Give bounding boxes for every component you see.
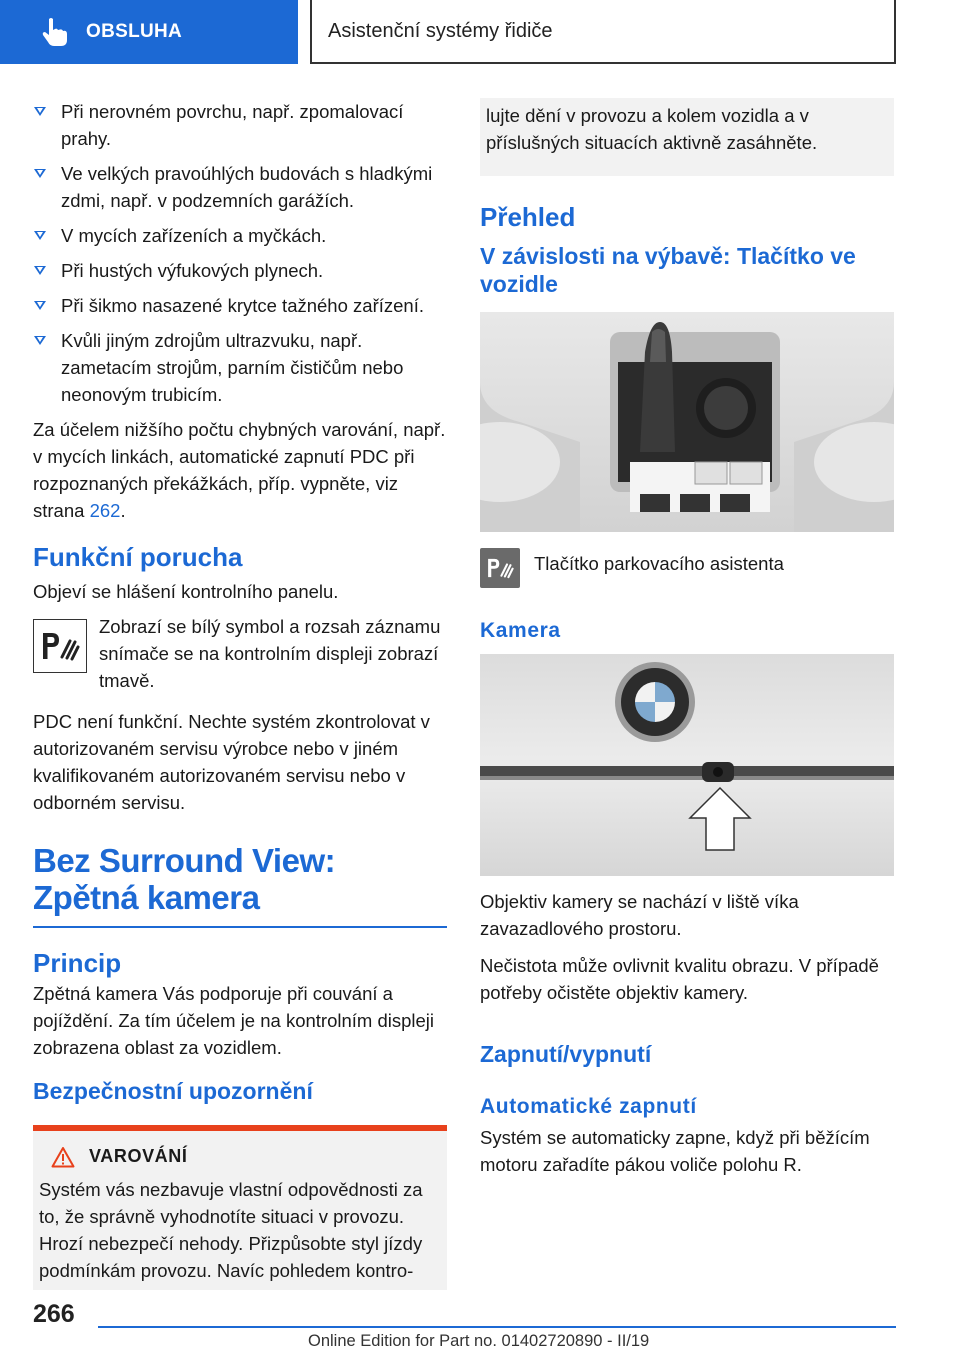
list-item: Při šikmo nasazené krytce tažného zařízení. [33, 292, 447, 319]
camera-para-1: Objektiv kamery se nachází v liště víka zavazadlového prostoru. [480, 891, 799, 939]
pdc-note: Za účelem nižšího počtu chybných varování, např. v mycích linkách, automatické zapnutí PDC při rozpoznaných překážkách, příp. vypněte, viz strana 262. [33, 419, 446, 521]
section-label: OBSLUHA [86, 21, 183, 42]
edition-text: Online Edition for Part no. 01402720890 - II/19 [308, 1332, 650, 1350]
footer-divider [98, 1326, 896, 1328]
button-caption-row [480, 548, 894, 588]
heading-overview: Přehled [480, 202, 576, 232]
hand-pointer-icon [40, 17, 68, 47]
heading-camera: Kamera [480, 619, 561, 642]
limitations-list [33, 98, 447, 408]
warning-header: VAROVÁNÍ [51, 1143, 439, 1170]
chapter-title: Asistenční systémy řidiče [328, 19, 553, 42]
triangle-bullet-icon [34, 301, 46, 310]
right-column [480, 98, 894, 1188]
warning-continuation: lujte dění v provozu a kolem vozidla a v příslušných situacích aktivně zasáhněte. [480, 98, 894, 176]
fault-symbol-row [33, 613, 447, 694]
left-column [33, 98, 447, 1290]
heading-equipment: V závislosti na výbavě: Tlačítko ve vozidle [480, 243, 856, 297]
fault-intro: Objeví se hlášení kontrolního panelu. [33, 581, 339, 602]
camera-location-photo [480, 654, 894, 876]
list-item: Kvůli jiným zdrojům ultrazvuku, např. zametacím strojům, parním čističům nebo neonovým trubicím. [33, 327, 447, 408]
auto-para: Systém se automaticky zapne, když při běžícím motoru zařadíte pákou voliče polohu R. [480, 1127, 870, 1175]
triangle-bullet-icon [34, 336, 46, 345]
warning-triangle-icon [51, 1146, 75, 1168]
center-console-photo [480, 312, 894, 532]
heading-on-off: Zapnutí/vypnutí [480, 1041, 652, 1067]
heading-rear-camera: Bez Surround View: Zpětná kamera [33, 842, 447, 928]
principle-para: Zpětná kamera Vás podporuje při couvání a pojíždění. Za tím účelem je na kontrolním displeji zobrazena oblast za vozidlem. [33, 983, 435, 1058]
triangle-bullet-icon [34, 107, 46, 116]
list-item: Ve velkých pravoúhlých budovách s hladkými zdmi, např. v podzemních garážích. [33, 160, 447, 214]
fault-para: PDC není funkční. Nechte systém zkontrolovat v autorizovaném servisu výrobce nebo v jiném kvalifikovaném autorizovaném servisu nebo v odborném servisu. [33, 711, 430, 813]
fault-symbol-text: Zobrazí se bílý symbol a rozsah záznamu snímače se na kontrolním displeji zobrazí tmavě. [99, 616, 441, 691]
parking-button-icon [480, 548, 520, 588]
heading-safety: Bezpečnostní upozornění [33, 1078, 313, 1104]
triangle-bullet-icon [34, 266, 46, 275]
triangle-bullet-icon [34, 169, 46, 178]
list-item: V mycích zařízeních a myčkách. [33, 222, 447, 249]
chapter-header [310, 0, 896, 64]
page-link[interactable]: 262 [89, 500, 121, 521]
heading-fault: Funkční porucha [33, 542, 243, 572]
warning-text: Systém vás nezbavuje vlastní odpovědnosti za to, že správně vyhodnotíte situaci v provozu. Hrozí nebezpečí nehody. Přizpůsobte styl jízdy podmínkám provozu. Navíc pohledem kontro- [39, 1179, 423, 1281]
heading-auto-on: Automatické zapnutí [480, 1095, 697, 1118]
camera-para-2: Nečistota může ovlivnit kvalitu obrazu. V případě potřeby očistěte objektiv kamery. [480, 955, 879, 1003]
button-caption: Tlačítko parkovacího asistenta [534, 553, 784, 574]
pdc-symbol-icon [33, 619, 87, 673]
heading-principle: Princip [33, 948, 122, 978]
warning-box [33, 1125, 447, 1290]
section-tab[interactable] [0, 0, 298, 64]
list-item: Při hustých výfukových plynech. [33, 257, 447, 284]
page-number: 266 [33, 1300, 75, 1328]
list-item: Při nerovném povrchu, např. zpomalovací prahy. [33, 98, 447, 152]
triangle-bullet-icon [34, 231, 46, 240]
